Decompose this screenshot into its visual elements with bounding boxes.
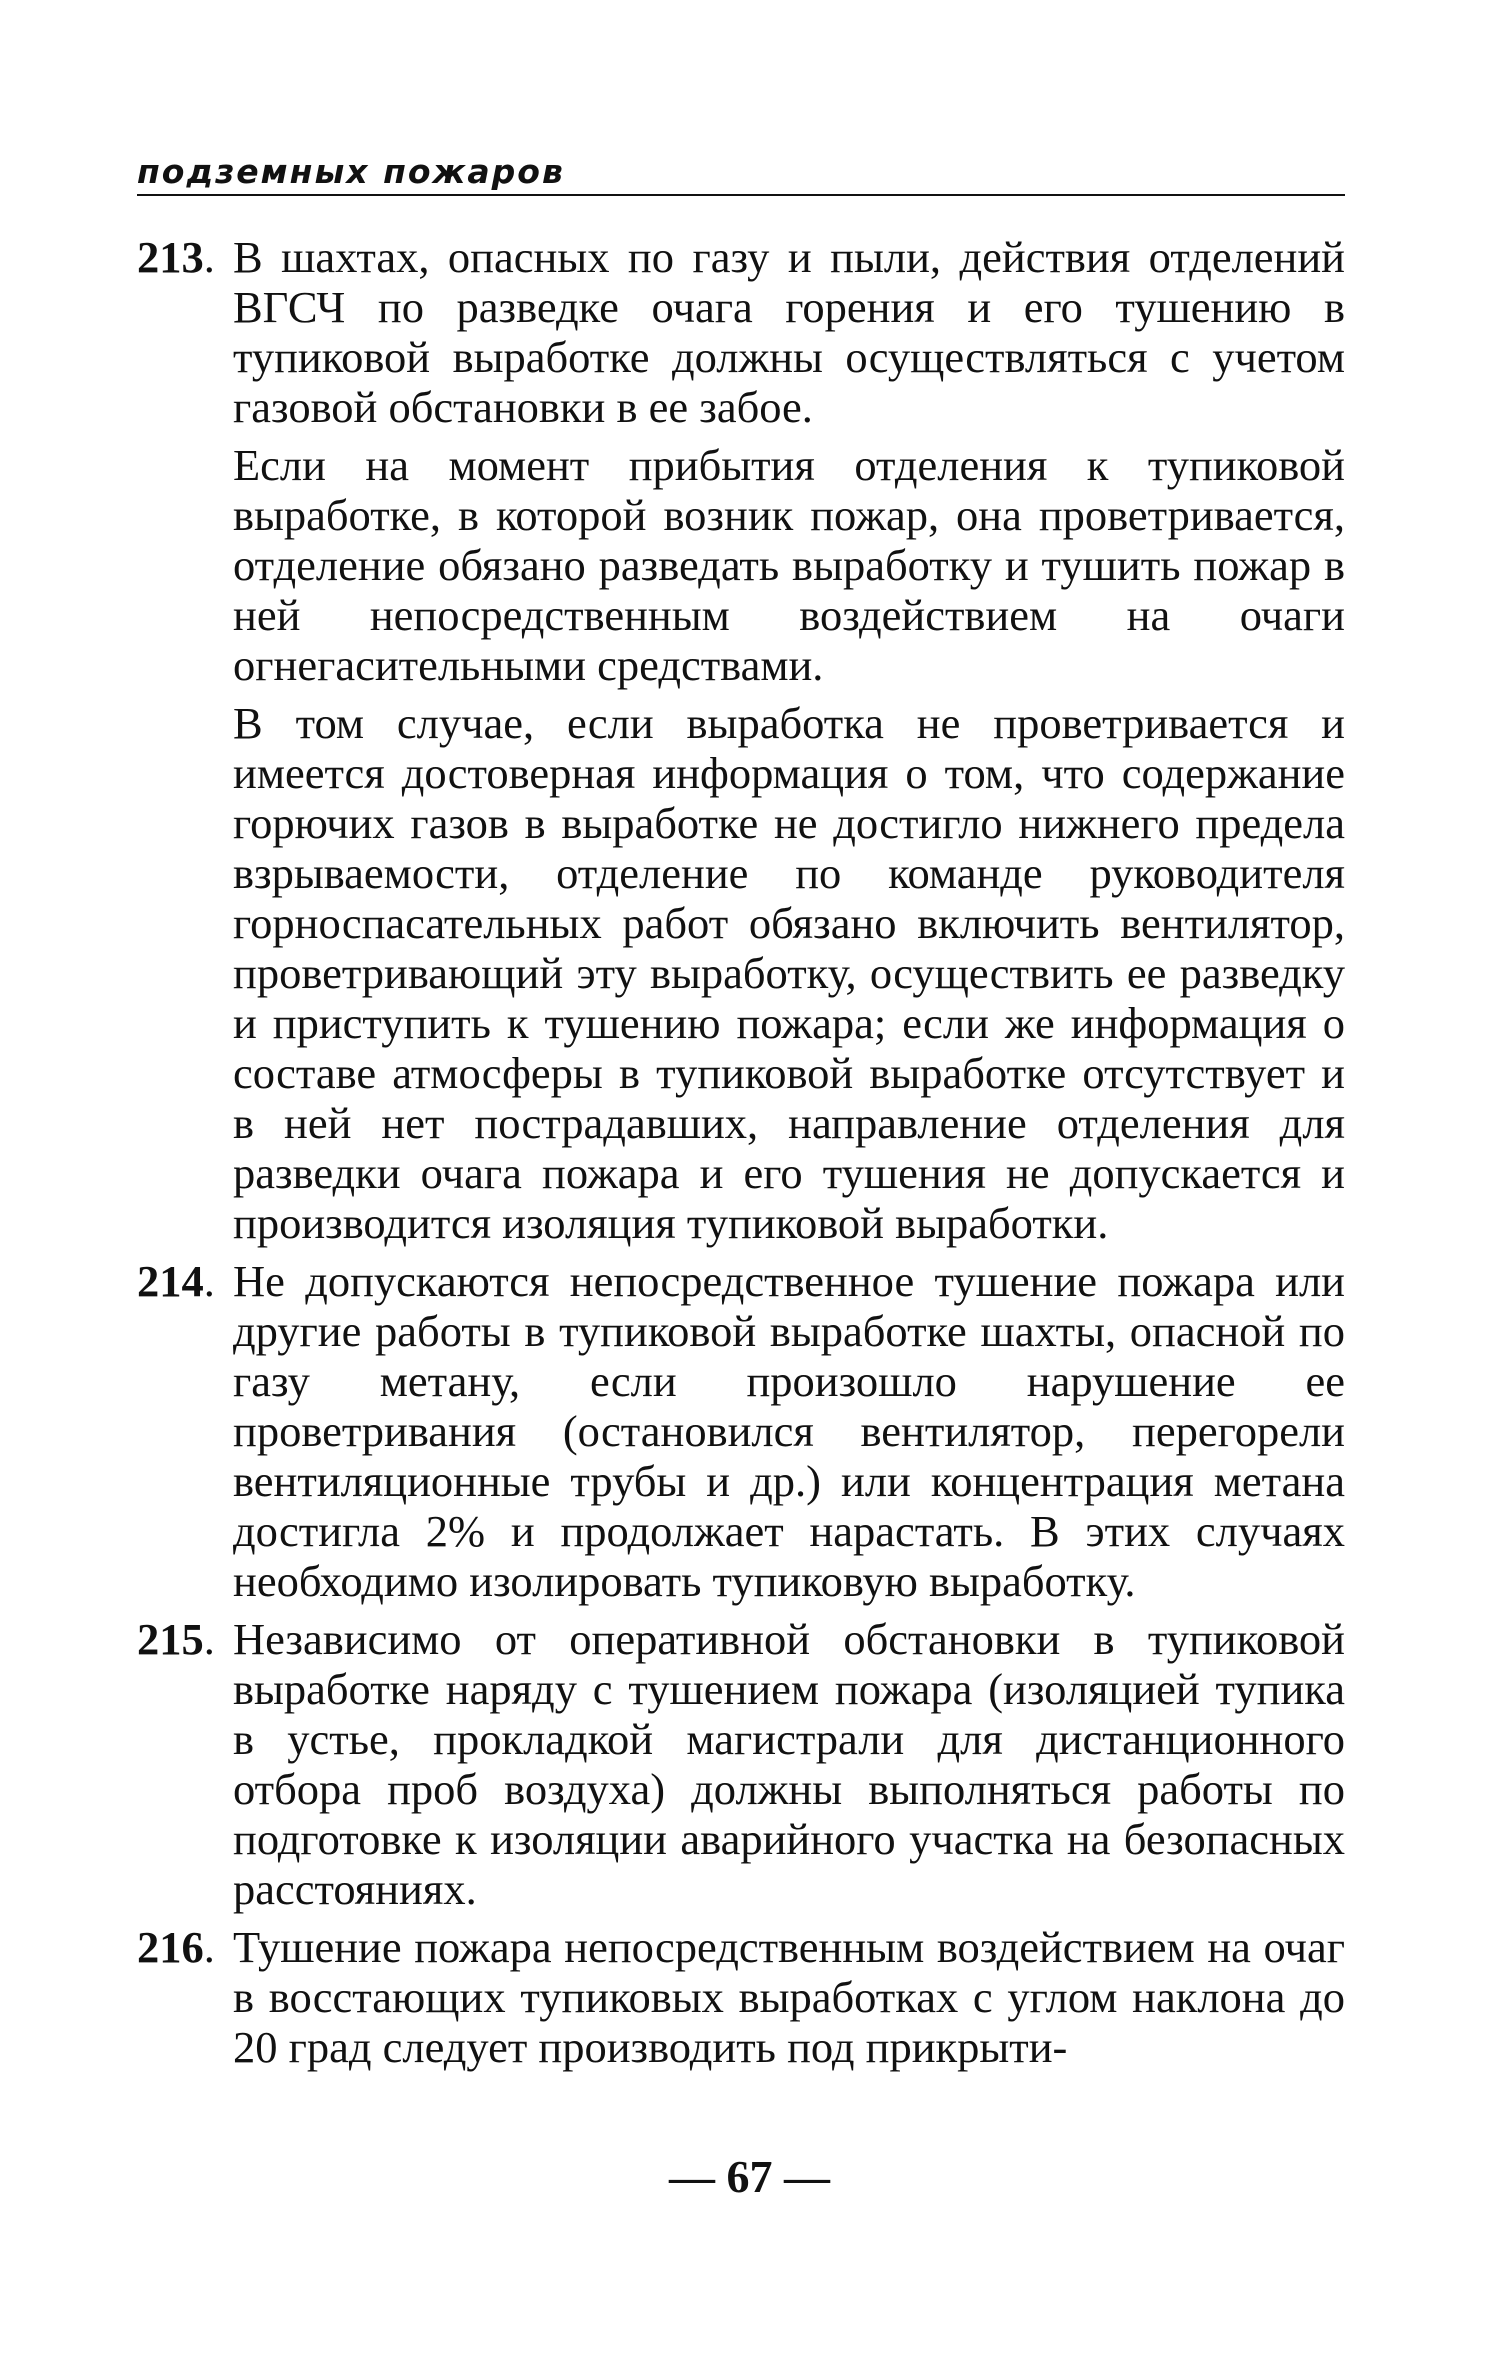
running-header: подземных пожаров [137, 152, 1345, 196]
paragraph: Не допускаются непосредственное тушение пожара или другие работы в тупиковой выработке шахты, опасной по газу метану, если произошло нарушение ее проветривания (остановился вентилятор, перегорели вентиляционные трубы и др.) или концентрация метана достигла 2% и продолжает нарастать. В этих случаях необходимо изолировать тупиковую выработку. [233, 1256, 1345, 1606]
item-number: 213. [137, 232, 215, 282]
section-216 [137, 1922, 1345, 2072]
section-214 [137, 1256, 1345, 1606]
item-number: 216. [137, 1922, 215, 1972]
paragraph: В том случае, если выработка не проветривается и имеется достоверная информация о том, что содержание горючих газов в выработке не достигло нижнего предела взрываемости, отделение по команде руководителя горноспасательных работ обязано включить вентилятор, проветривающий эту выработку, осуществить ее разведку и приступить к тушению пожара; если же информация о составе атмосферы в тупиковой выработке отсутствует и в ней нет пострадавших, направление отделения для разведки очага пожара и его тушения не допускается и производится изоляция тупиковой выработки. [233, 698, 1345, 1248]
item-number: 215. [137, 1614, 215, 1664]
paragraph: Если на момент прибытия отделения к тупиковой выработке, в которой возник пожар, она проветривается, отделение обязано разведать выработку и тушить пожар в ней непосредственным воздействием на очаги огнегасительными средствами. [233, 440, 1345, 690]
page-number: — 67 — [669, 2151, 830, 2202]
page-body [137, 232, 1345, 2080]
paragraph: Тушение пожара непосредственным воздействием на очаг в восстающих тупиковых выработках с углом наклона до 20 град следует производить под прикрыти- [233, 1922, 1345, 2072]
section-215 [137, 1614, 1345, 1914]
item-number: 214. [137, 1256, 215, 1306]
paragraph: Независимо от оперативной обстановки в тупиковой выработке наряду с тушением пожара (изоляцией тупика в устье, прокладкой магистрали для дистанционного отбора проб воздуха) должны выполняться работы по подготовке к изоляции аварийного участка на безопасных расстояниях. [233, 1614, 1345, 1914]
paragraph: В шахтах, опасных по газу и пыли, действия отделений ВГСЧ по разведке очага горения и его тушению в тупиковой выработке должны осуществляться с учетом газовой обстановки в ее забое. [233, 232, 1345, 432]
section-213 [137, 232, 1345, 1248]
